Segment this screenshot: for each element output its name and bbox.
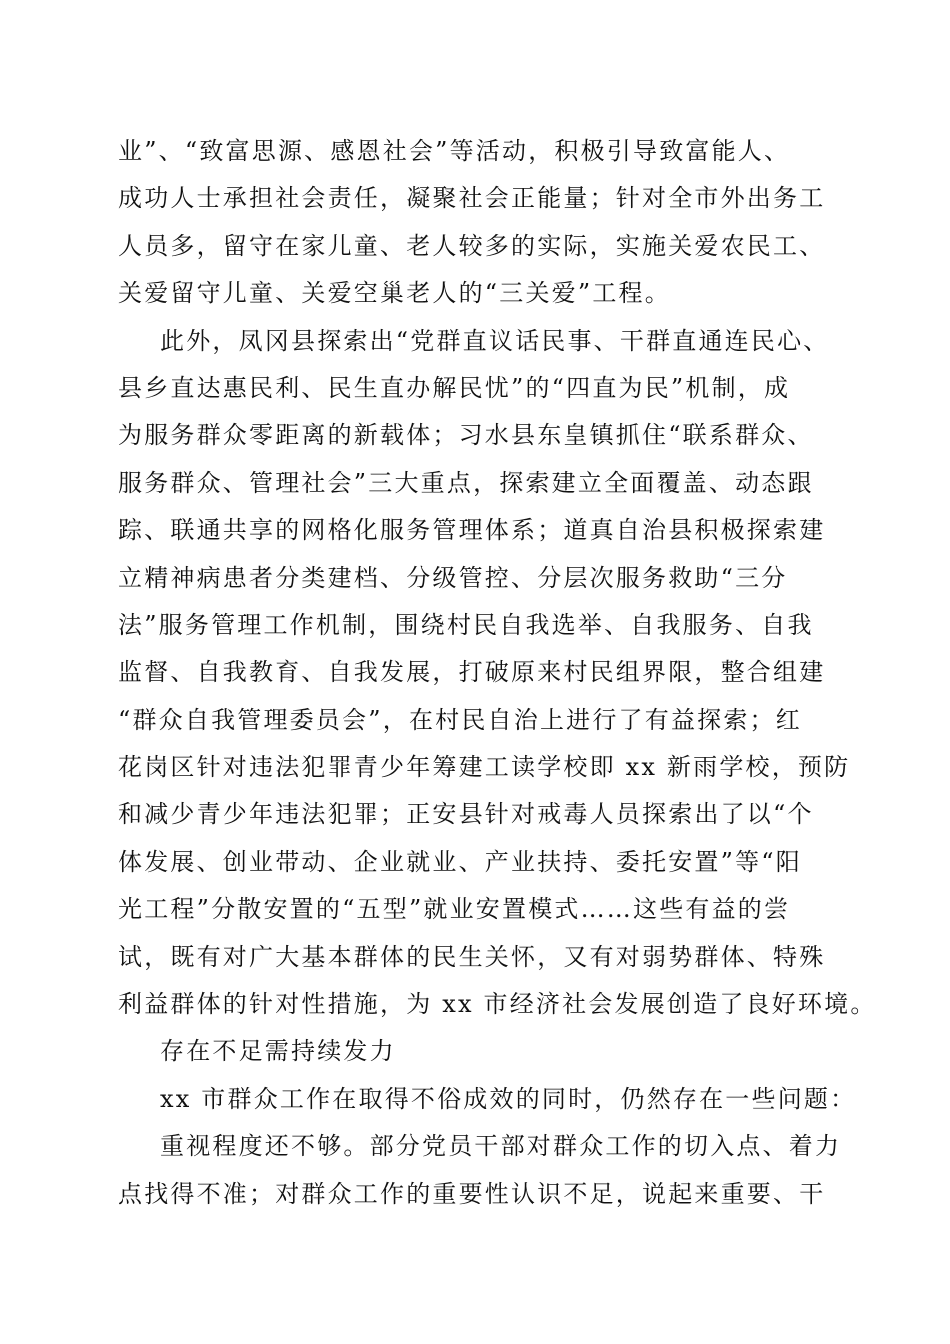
intro-line: xx 市群众工作在取得不俗成效的同时，仍然存在一些问题： [160, 1084, 857, 1113]
text-line: 花岗区针对违法犯罪青少年筹建工读学校即 xx 新雨学校，预防 [118, 753, 851, 782]
text-line: 点找得不准；对群众工作的重要性认识不足，说起来重要、干 [118, 1179, 826, 1208]
text-line: 法”服务管理工作机制，围绕村民自我选举、自我服务、自我 [118, 610, 814, 639]
text-line: 县乡直达惠民利、民生直办解民忧”的“四直为民”机制，成 [118, 373, 791, 402]
text-line: 服务群众、管理社会”三大重点，探索建立全面覆盖、动态跟 [118, 468, 814, 497]
text-line: 业”、“致富思源、感恩社会”等活动，积极引导致富能人、 [118, 137, 791, 165]
text-line: 关爱留守儿童、关爱空巢老人的“三关爱”工程。 [118, 279, 671, 308]
text-line: 人员多，留守在家儿童、老人较多的实际，实施关爱农民工、 [118, 231, 826, 260]
paragraph-first-line: 重视程度还不够。部分党员干部对群众工作的切入点、着力 [160, 1132, 842, 1161]
text-line: 立精神病患者分类建档、分级管控、分层次服务救助“三分 [118, 563, 788, 592]
paragraph-first-line: 此外，凤冈县探索出“党群直议话民事、干群直通连民心、 [160, 326, 830, 355]
text-line: 和减少青少年违法犯罪；正安县针对戒毒人员探索出了以“个 [118, 800, 814, 829]
text-line: 为服务群众零距离的新载体；习水县东皇镇抓住“联系群众、 [118, 421, 814, 450]
document-body [118, 128, 877, 1218]
text-line: 体发展、创业带动、企业就业、产业扶持、委托安置”等“阳 [118, 847, 802, 876]
text-line: 利益群体的针对性措施，为 xx 市经济社会发展创造了良好环境。 [118, 990, 877, 1019]
text-line: 试，既有对广大基本群体的民生关怀，又有对弱势群体、特殊 [118, 942, 826, 971]
text-line: 监督、自我教育、自我发展，打破原来村民组界限，整合组建 [118, 658, 826, 687]
text-line: 踪、联通共享的网格化服务管理体系；道真自治县积极探索建 [118, 516, 826, 545]
text-line: 成功人士承担社会责任，凝聚社会正能量；针对全市外出务工 [118, 184, 826, 213]
section-heading: 存在不足需持续发力 [160, 1037, 396, 1066]
text-line: 光工程”分散安置的“五型”就业安置模式……这些有益的尝 [118, 895, 791, 924]
text-line: “群众自我管理委员会”，在村民自治上进行了有益探索；红 [118, 705, 802, 734]
